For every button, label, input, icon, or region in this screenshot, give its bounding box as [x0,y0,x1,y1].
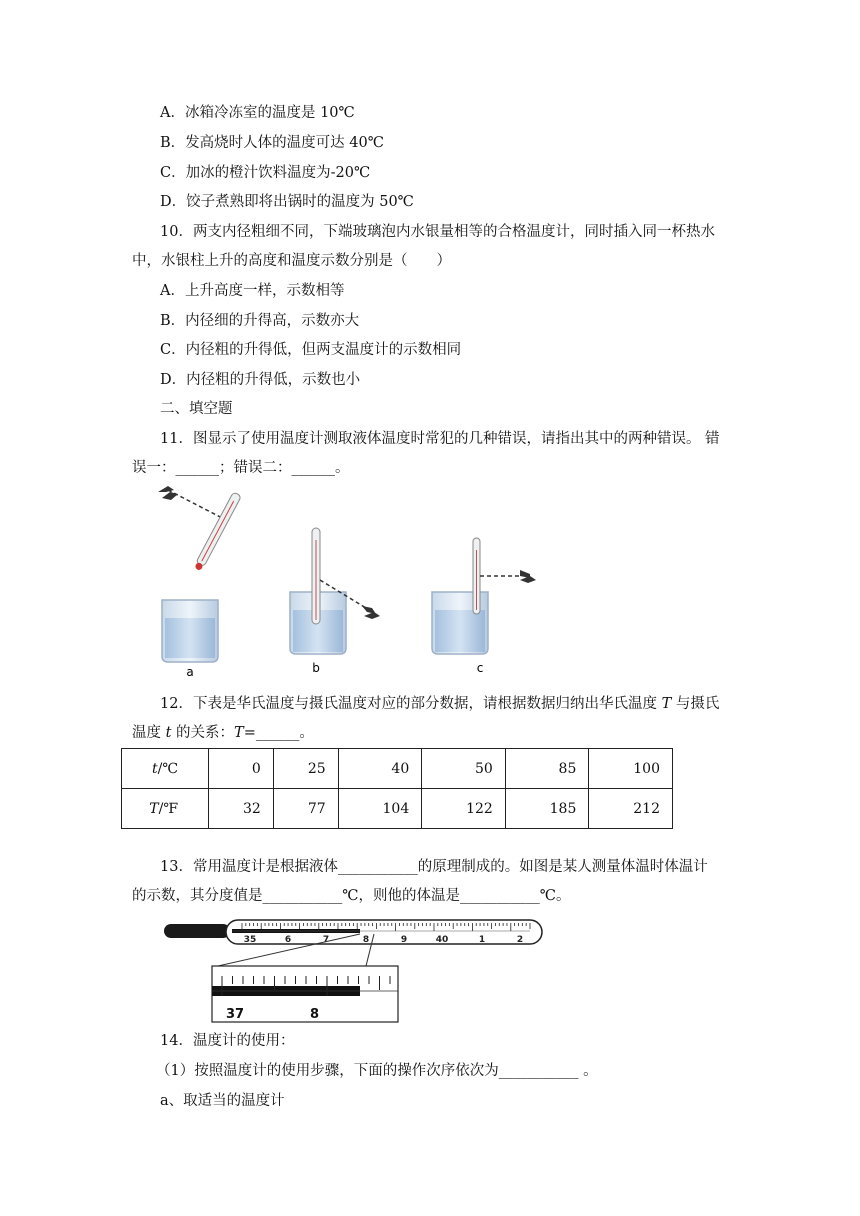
temperature-table [121,748,673,829]
q14-item-a: a、取适当的温度计 [160,1093,285,1109]
section-heading: 二、填空题 [160,401,233,417]
q11-stem-line2: 误一：______；错误二：______。 [132,460,350,476]
zoom-label: 37 [226,1007,245,1022]
figure-label-a: a [186,665,194,679]
q12-var-t: t [165,725,172,741]
figure-b [290,528,380,675]
eye-icon [362,606,380,619]
q9-option-c: C．加冰的橙汁饮料温度为-20℃ [160,165,371,181]
q12-text-1: 12．下表是华氏温度与摄氏温度对应的部分数据，请根据数据归纳出华氏温度 [160,696,662,712]
q12-stem-line2 [132,723,314,743]
scale-label: 8 [362,935,370,945]
thermometer-errors-figure [140,480,570,680]
q12-stem-line1 [160,694,719,714]
q12-text-2: 与摄氏 [671,696,720,712]
table-cell: 25 [273,749,338,789]
scale-label: 1 [478,935,486,945]
scale-label: 40 [435,935,449,945]
q10-option-b: B．内径细的升得高，示数亦大 [160,313,360,329]
q12-text-5: =______。 [243,725,314,741]
q12-var-T: T [661,696,672,712]
q9-option-a: A．冰箱冷冻室的温度是 10℃ [160,105,355,121]
table-cell: 100 [589,749,673,789]
table-cell: 212 [589,789,673,829]
q13-stem-line1: 13．常用温度计是根据液体___________的原理制成的。如图是某人测量体温时体温计 [160,859,708,875]
eye-icon [520,570,536,583]
figure-c [432,538,536,675]
table-cell: 104 [338,789,422,829]
table-cell: 185 [505,789,589,829]
table-cell: 40 [338,749,422,789]
q11-stem-line1: 11．图显示了使用温度计测取液体温度时常犯的几种错误，请指出其中的两种错误。 错 [160,431,720,447]
table-header-fahrenheit: T/℉ [122,789,209,829]
scale-label: 9 [400,935,408,945]
table-cell: 0 [209,749,274,789]
q10-stem-line2: 中，水银柱上升的高度和温度示数分别是（ ） [132,253,451,269]
table-row [122,749,673,789]
clinical-thermometer-figure [160,912,550,1024]
scale-label: 2 [516,935,524,945]
scale-label: 7 [322,935,330,945]
scale-label: 6 [284,935,292,945]
table-header-celsius: t/℃ [122,749,209,789]
scale-label: 35 [243,935,257,945]
q14-sub1: （1）按照温度计的使用步骤，下面的操作次序依次为___________ 。 [156,1063,598,1079]
q12-text-3: 温度 [132,725,166,741]
q9-option-d: D．饺子煮熟即将出锅时的温度为 50℃ [160,194,414,210]
table-cell: 77 [273,789,338,829]
table-cell: 50 [422,749,506,789]
q9-option-b: B．发高烧时人体的温度可达 40℃ [160,135,384,151]
zoom-label: 8 [310,1007,320,1022]
table-row [122,789,673,829]
q14-title: 14．温度计的使用： [160,1033,295,1049]
table-cell: 122 [422,789,506,829]
q10-option-a: A．上升高度一样，示数相等 [160,283,345,299]
figure-a [158,486,241,679]
q12-var-T2: T [234,725,244,741]
table-cell: 85 [505,749,589,789]
q12-text-4: 的关系： [171,725,235,741]
q10-stem-line1: 10．两支内径粗细不同，下端玻璃泡内水银量相等的合格温度计，同时插入同一杯热水 [160,224,715,240]
table-cell: 32 [209,789,274,829]
q13-stem-line2: 的示数，其分度值是___________℃，则他的体温是___________℃。 [132,888,571,904]
figure-label-b: b [312,661,320,675]
q10-option-d: D．内径粗的升得低，示数也小 [160,372,361,388]
figure-label-c: c [476,661,484,675]
q10-option-c: C．内径粗的升得低，但两支温度计的示数相同 [160,342,462,358]
